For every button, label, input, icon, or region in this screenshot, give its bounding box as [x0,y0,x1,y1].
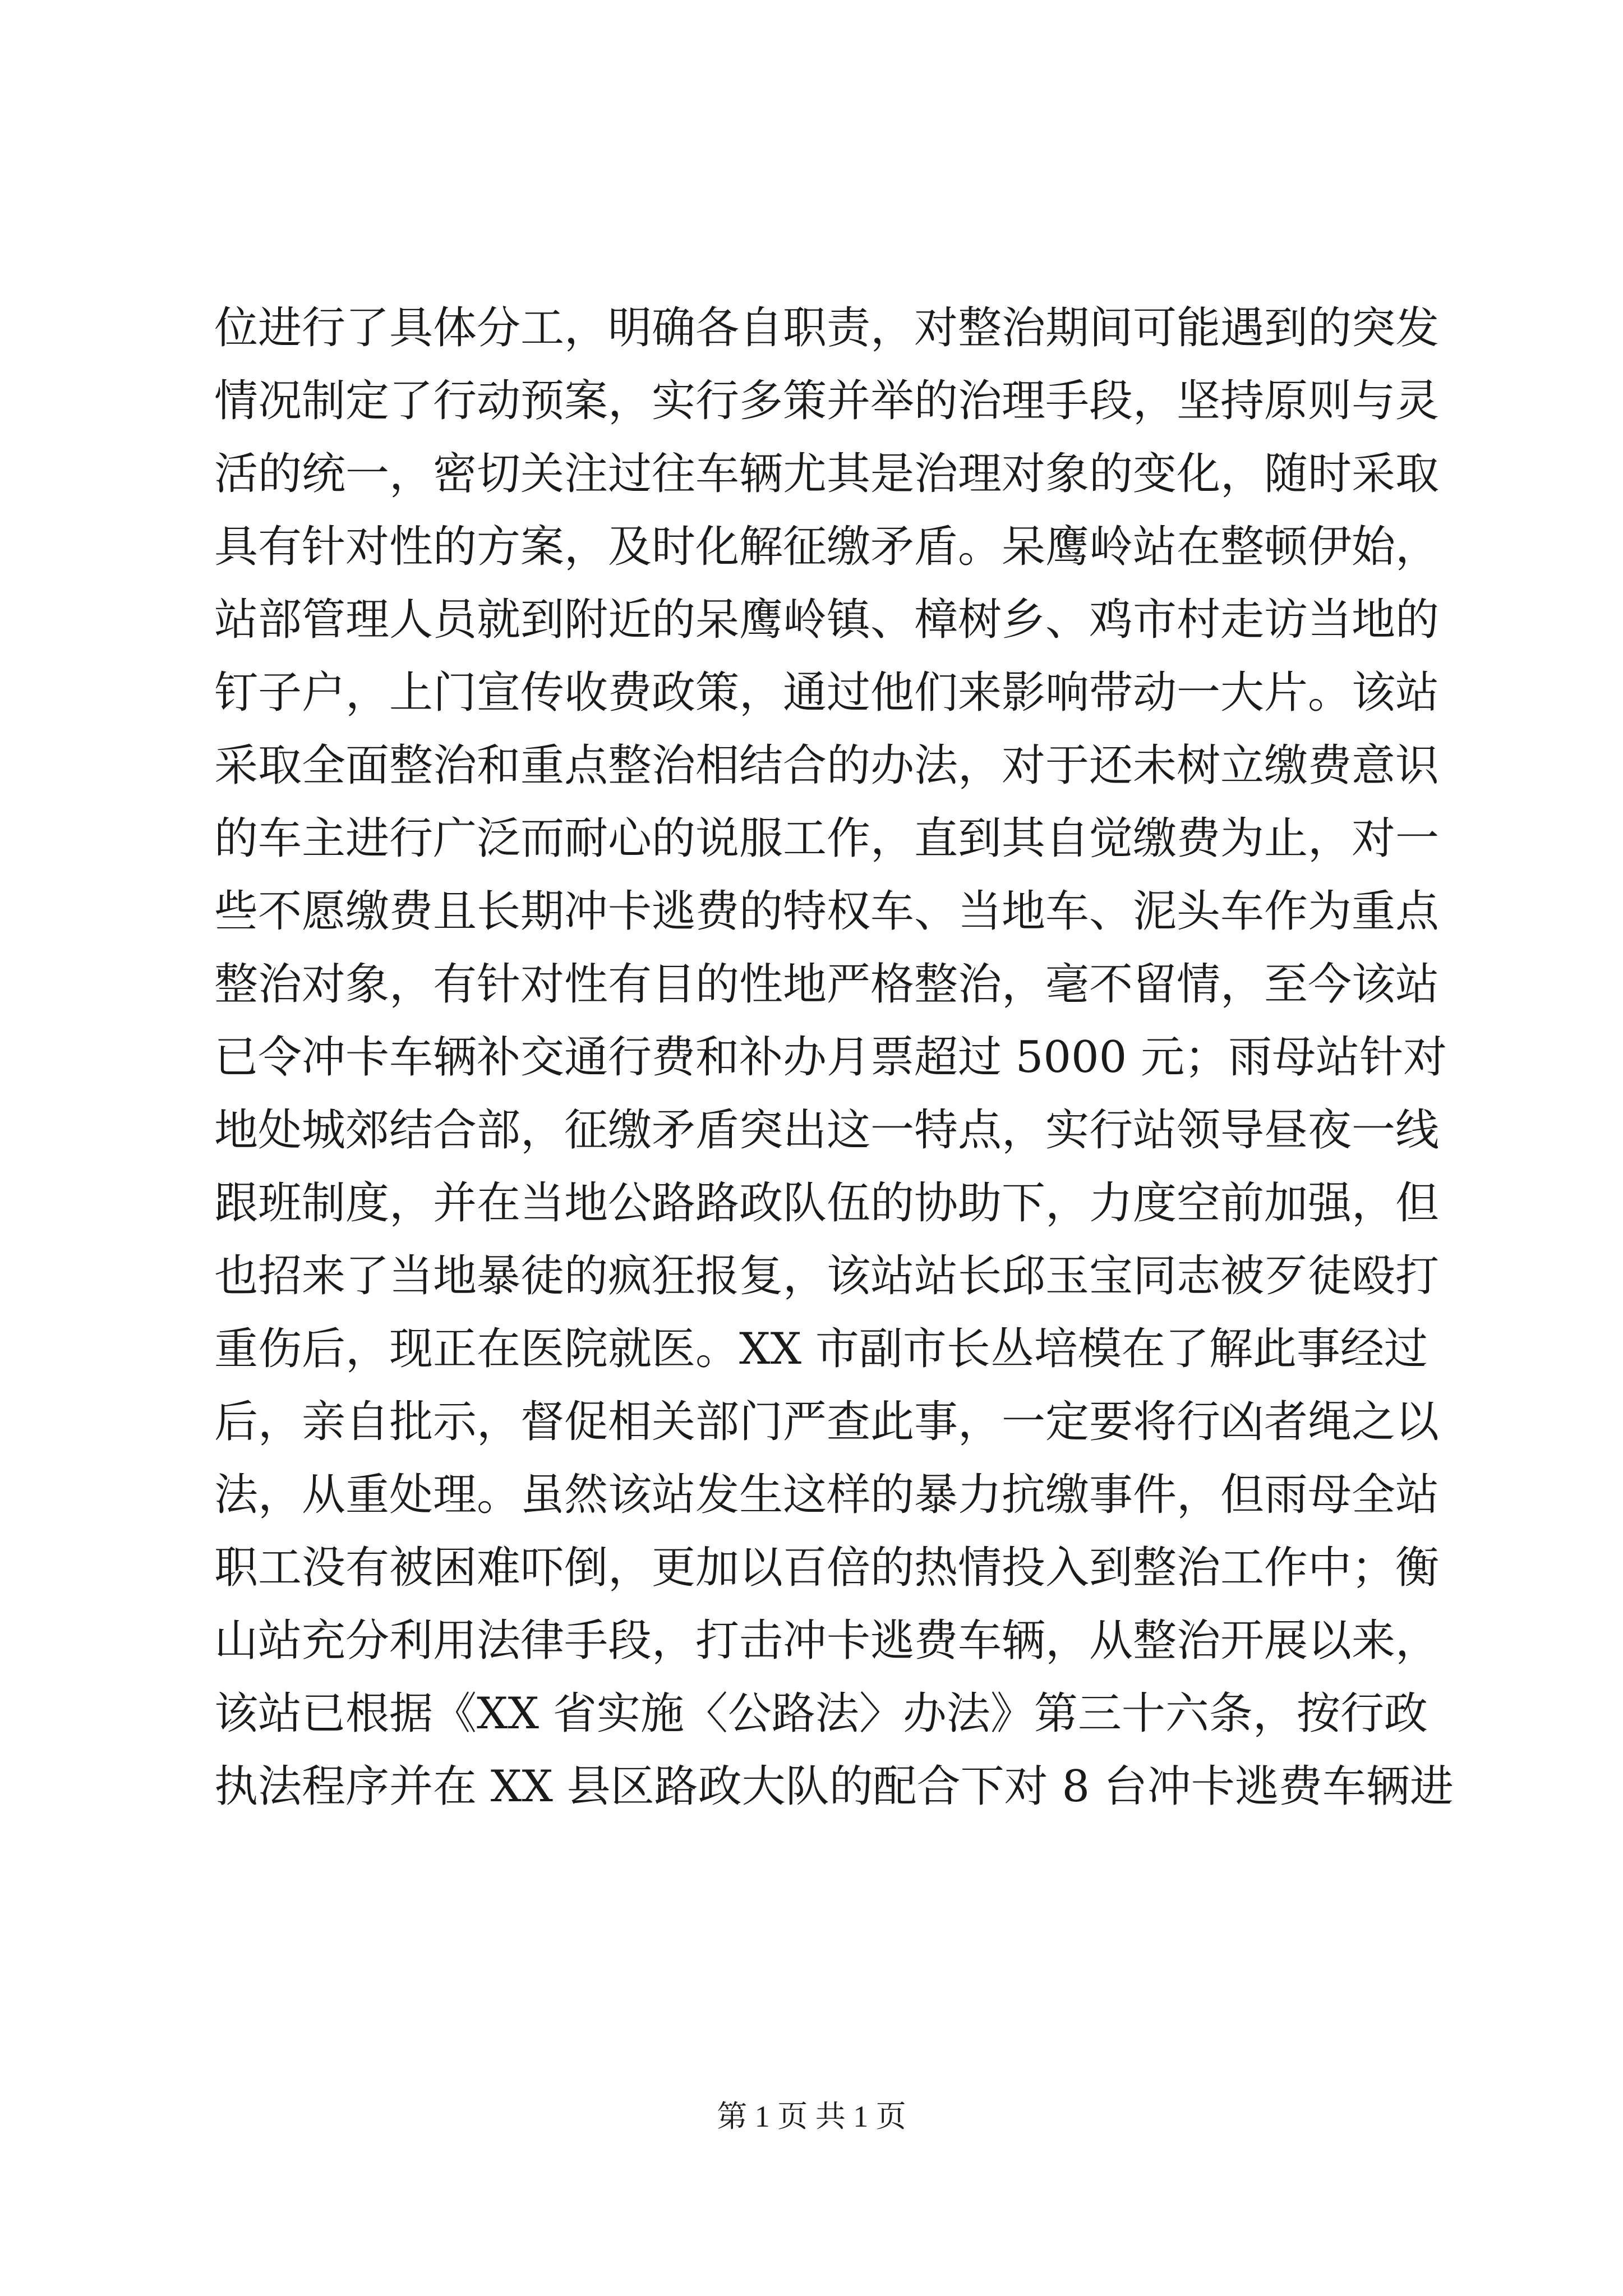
text-line: 已令冲卡车辆补交通行费和补办月票超过 5000 元；雨母站针对 [214,1032,1447,1083]
body-paragraph [214,292,1454,1823]
text-line: 些不愿缴费且长期冲卡逃费的特权车、当地车、泥头车作为重点 [214,886,1440,937]
text-line: 情况制定了行动预案，实行多策并举的治理手段，坚持原则与灵 [214,376,1440,426]
text-line: 钉子户，上门宣传收费政策，通过他们来影响带动一大片。该站 [214,668,1440,718]
page-number-footer: 第 1 页 共 1 页 [717,2100,906,2133]
text-line: 站部管理人员就到附近的呆鹰岭镇、樟树乡、鸡市村走访当地的 [214,595,1440,645]
text-line: 位进行了具体分工，明确各自职责，对整治期间可能遇到的突发 [214,303,1440,353]
text-line: 地处城郊结合部，征缴矛盾突出这一特点，实行站领导昼夜一线 [214,1105,1440,1156]
text-line: 该站已根据《XX 省实施〈公路法〉办法》第三十六条，按行政 [214,1688,1428,1739]
text-line: 的车主进行广泛而耐心的说服工作，直到其自觉缴费为止，对一 [214,813,1440,864]
text-line: 活的统一，密切关注过往车辆尤其是治理对象的变化，随时采取 [214,449,1440,499]
text-line: 法，从重处理。虽然该站发生这样的暴力抗缴事件，但雨母全站 [214,1470,1440,1520]
text-line: 重伤后，现正在医院就医。XX 市副市长丛培模在了解此事经过 [214,1324,1428,1374]
text-line: 山站充分利用法律手段，打击冲卡逃费车辆，从整治开展以来， [214,1616,1440,1666]
text-line: 职工没有被困难吓倒，更加以百倍的热情投入到整治工作中；衡 [214,1543,1440,1593]
text-line: 也招来了当地暴徒的疯狂报复，该站站长邱玉宝同志被歹徒殴打 [214,1251,1440,1301]
text-line: 整治对象，有针对性有目的性地严格整治，毫不留情，至今该站 [214,959,1440,1010]
text-line: 采取全面整治和重点整治相结合的办法，对于还未树立缴费意识 [214,740,1440,791]
text-line: 跟班制度，并在当地公路路政队伍的协助下，力度空前加强，但 [214,1178,1440,1228]
text-line: 后，亲自批示，督促相关部门严查此事，一定要将行凶者绳之以 [214,1397,1440,1447]
text-line: 执法程序并在 XX 县区路政大队的配合下对 8 台冲卡逃费车辆进 [214,1761,1454,1812]
text-line: 具有针对性的方案，及时化解征缴矛盾。呆鹰岭站在整顿伊始， [214,522,1440,572]
